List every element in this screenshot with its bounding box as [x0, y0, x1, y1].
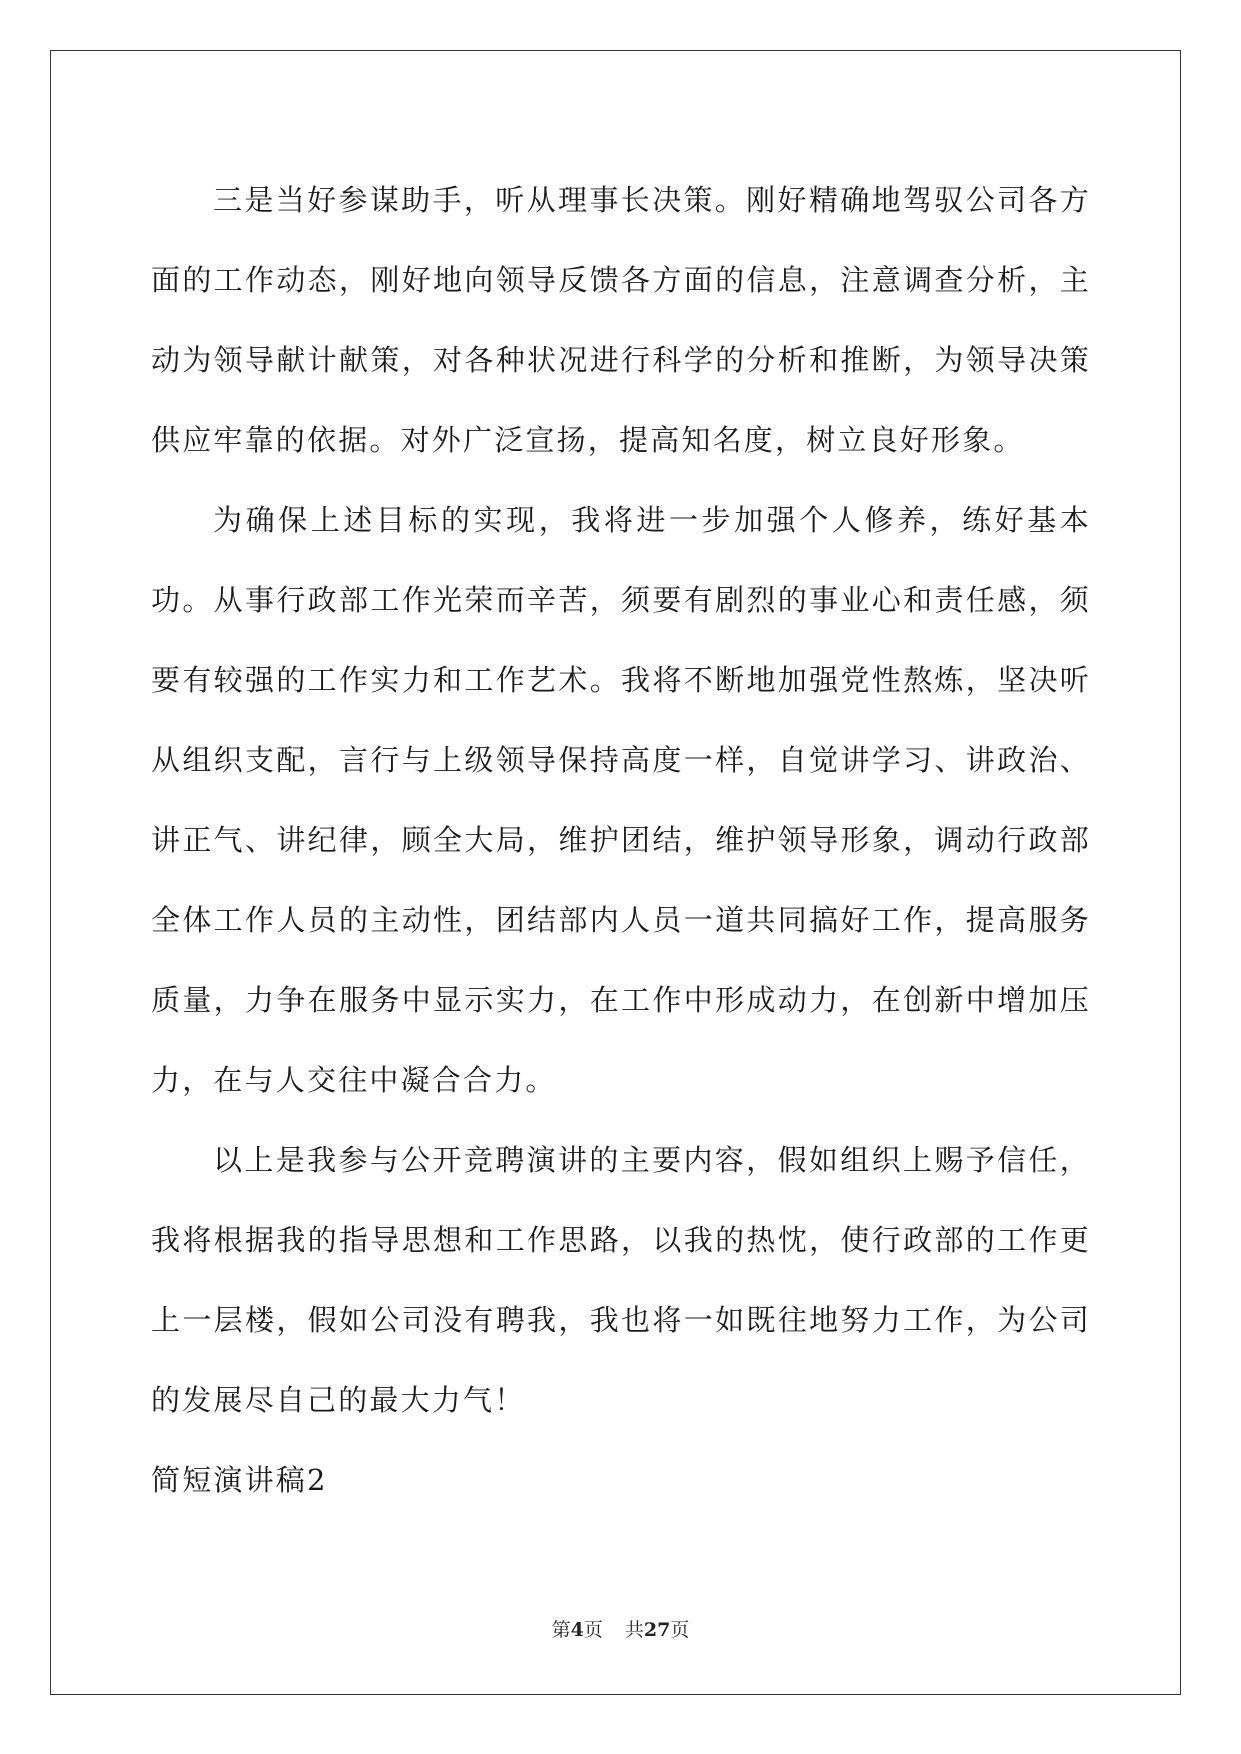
section-heading: 简短演讲稿2: [151, 1463, 328, 1497]
total-prefix: 共: [624, 1619, 644, 1641]
total-suffix: 页: [670, 1619, 690, 1641]
document-body: [151, 160, 1091, 1520]
total-pages: 27: [643, 1619, 671, 1641]
page-number: 4: [570, 1619, 584, 1641]
paragraph-3: 以上是我参与公开竞聘演讲的主要内容，假如组织上赐予信任，我将根据我的指导思想和工作思路，以我的热忱，使行政部的工作更上一层楼，假如公司没有聘我，我也将一如既往地努力工作，为公司的发展尽自己的最大力气！: [151, 1143, 1091, 1417]
page-suffix: 页: [583, 1619, 603, 1641]
page-footer: [0, 1615, 1241, 1642]
page-prefix: 第: [551, 1619, 571, 1641]
paragraph-1: 三是当好参谋助手，听从理事长决策。刚好精确地驾驭公司各方面的工作动态，刚好地向领导反馈各方面的信息，注意调查分析，主动为领导献计献策，对各种状况进行科学的分析和推断，为领导决策供应牢靠的依据。对外广泛宣扬，提高知名度，树立良好形象。: [151, 183, 1091, 457]
paragraph-2: 为确保上述目标的实现，我将进一步加强个人修养，练好基本功。从事行政部工作光荣而辛苦，须要有剧烈的事业心和责任感，须要有较强的工作实力和工作艺术。我将不断地加强党性熬炼，坚决听从组织支配，言行与上级领导保持高度一样，自觉讲学习、讲政治、讲正气、讲纪律，顾全大局，维护团结，维护领导形象，调动行政部全体工作人员的主动性，团结部内人员一道共同搞好工作，提高服务质量，力争在服务中显示实力，在工作中形成动力，在创新中增加压力，在与人交往中凝合合力。: [151, 503, 1091, 1097]
